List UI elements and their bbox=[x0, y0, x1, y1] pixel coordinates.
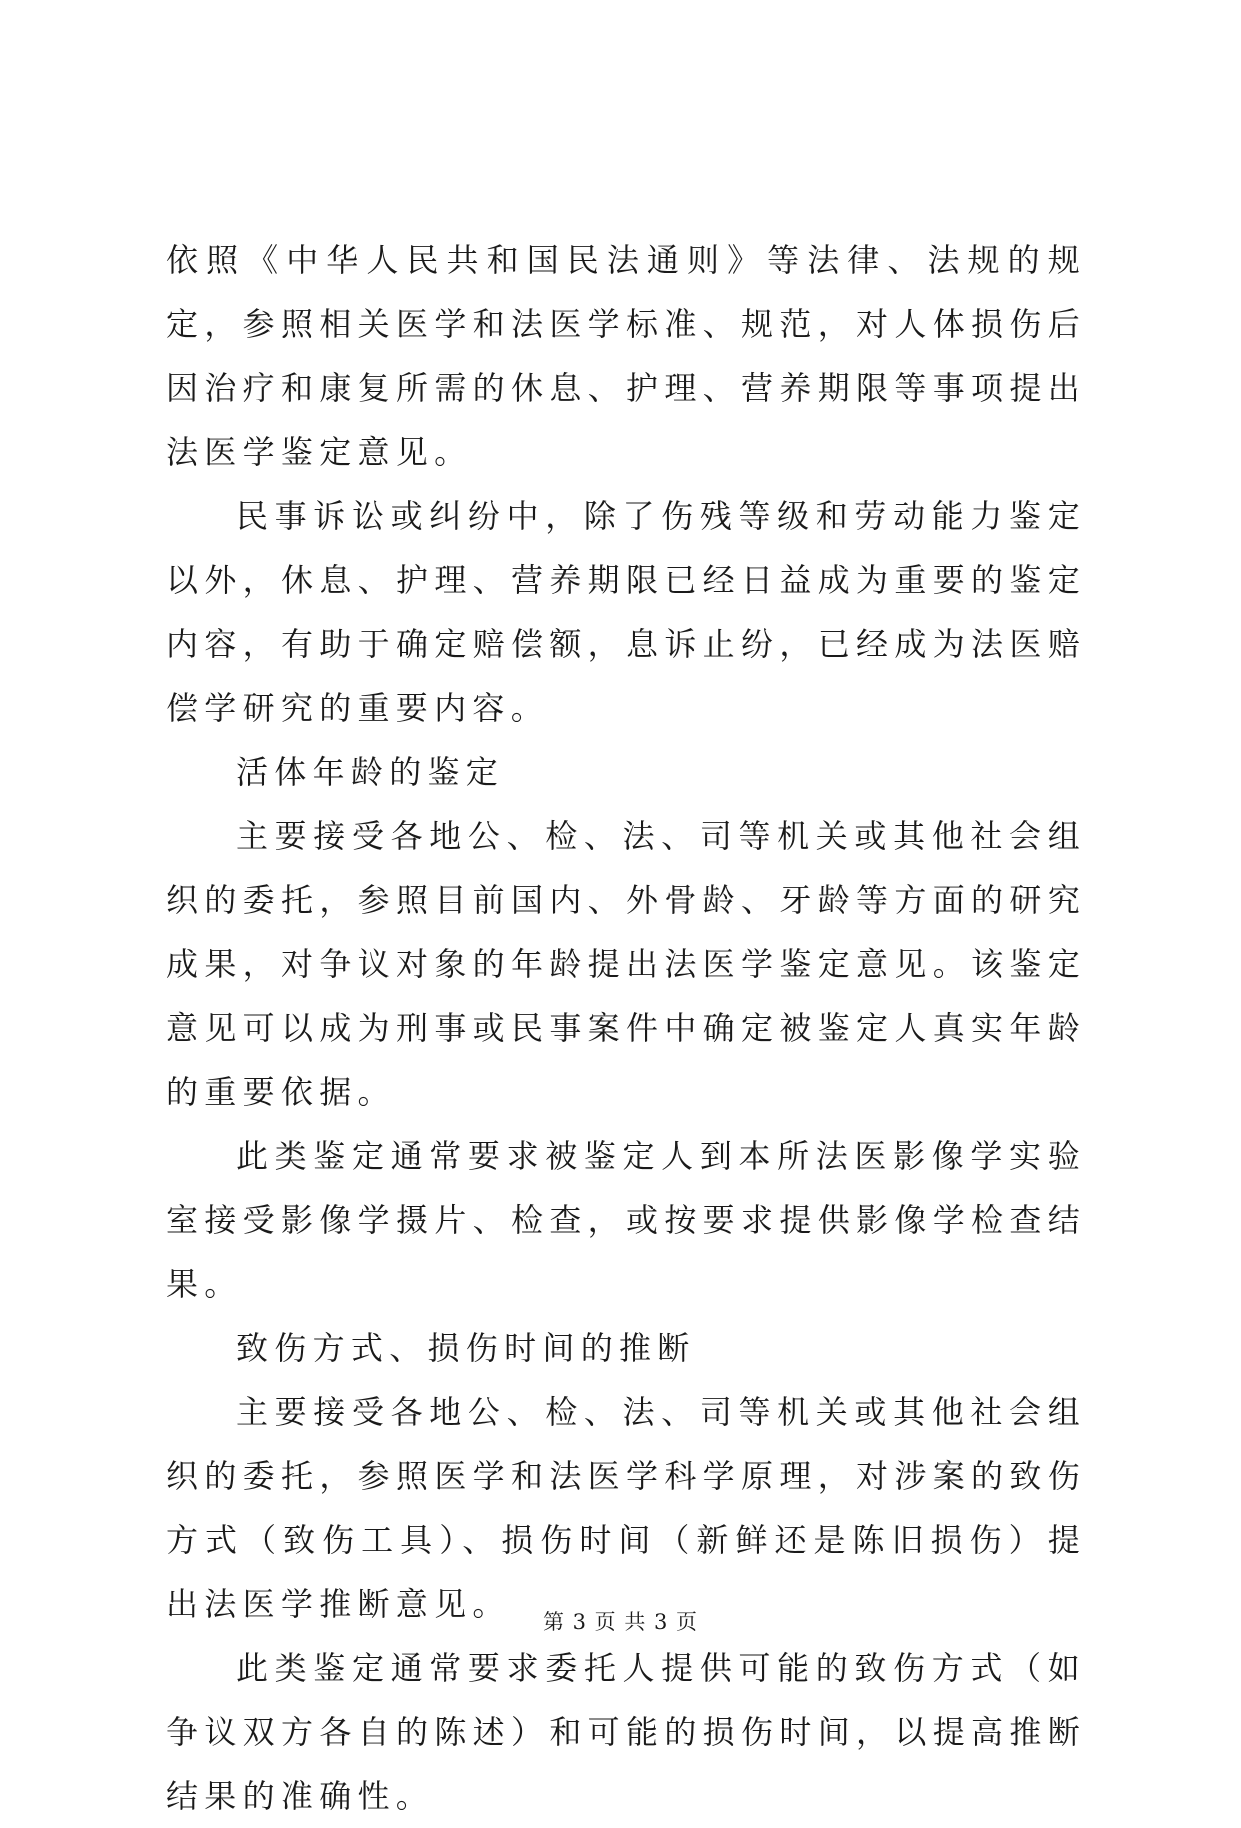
paragraph: 此类鉴定通常要求委托人提供可能的致伤方式（如争议双方各自的陈述）和可能的损伤时间，以提高推断结果的准确性。 bbox=[166, 1649, 1086, 1815]
page-number-footer: 第 3 页 共 3 页 bbox=[542, 1610, 699, 1634]
paragraph: 主要接受各地公、检、法、司等机关或其他社会组织的委托，参照医学和法医学科学原理，对涉案的致伤方式（致伤工具）、损伤时间（新鲜还是陈旧损伤）提出法医学推断意见。 bbox=[166, 1393, 1086, 1623]
paragraph: 主要接受各地公、检、法、司等机关或其他社会组织的委托，参照目前国内、外骨龄、牙龄等方面的研究成果，对争议对象的年龄提出法医学鉴定意见。该鉴定意见可以成为刑事或民事案件中确定被鉴定人真实年龄的重要依据。 bbox=[166, 817, 1086, 1111]
section-heading: 致伤方式、损伤时间的推断 bbox=[236, 1329, 696, 1367]
paragraph: 民事诉讼或纠纷中，除了伤残等级和劳动能力鉴定以外，休息、护理、营养期限已经日益成为重要的鉴定内容，有助于确定赔偿额，息诉止纷，已经成为法医赔偿学研究的重要内容。 bbox=[166, 497, 1086, 727]
paragraph: 此类鉴定通常要求被鉴定人到本所法医影像学实验室接受影像学摄片、检查，或按要求提供影像学检查结果。 bbox=[166, 1137, 1086, 1303]
paragraph-continuation: 依照《中华人民共和国民法通则》等法律、法规的规定，参照相关医学和法医学标准、规范，对人体损伤后因治疗和康复所需的休息、护理、营养期限等事项提出法医学鉴定意见。 bbox=[166, 241, 1086, 471]
section-heading: 活体年龄的鉴定 bbox=[236, 753, 505, 791]
document-body bbox=[166, 228, 1086, 1828]
